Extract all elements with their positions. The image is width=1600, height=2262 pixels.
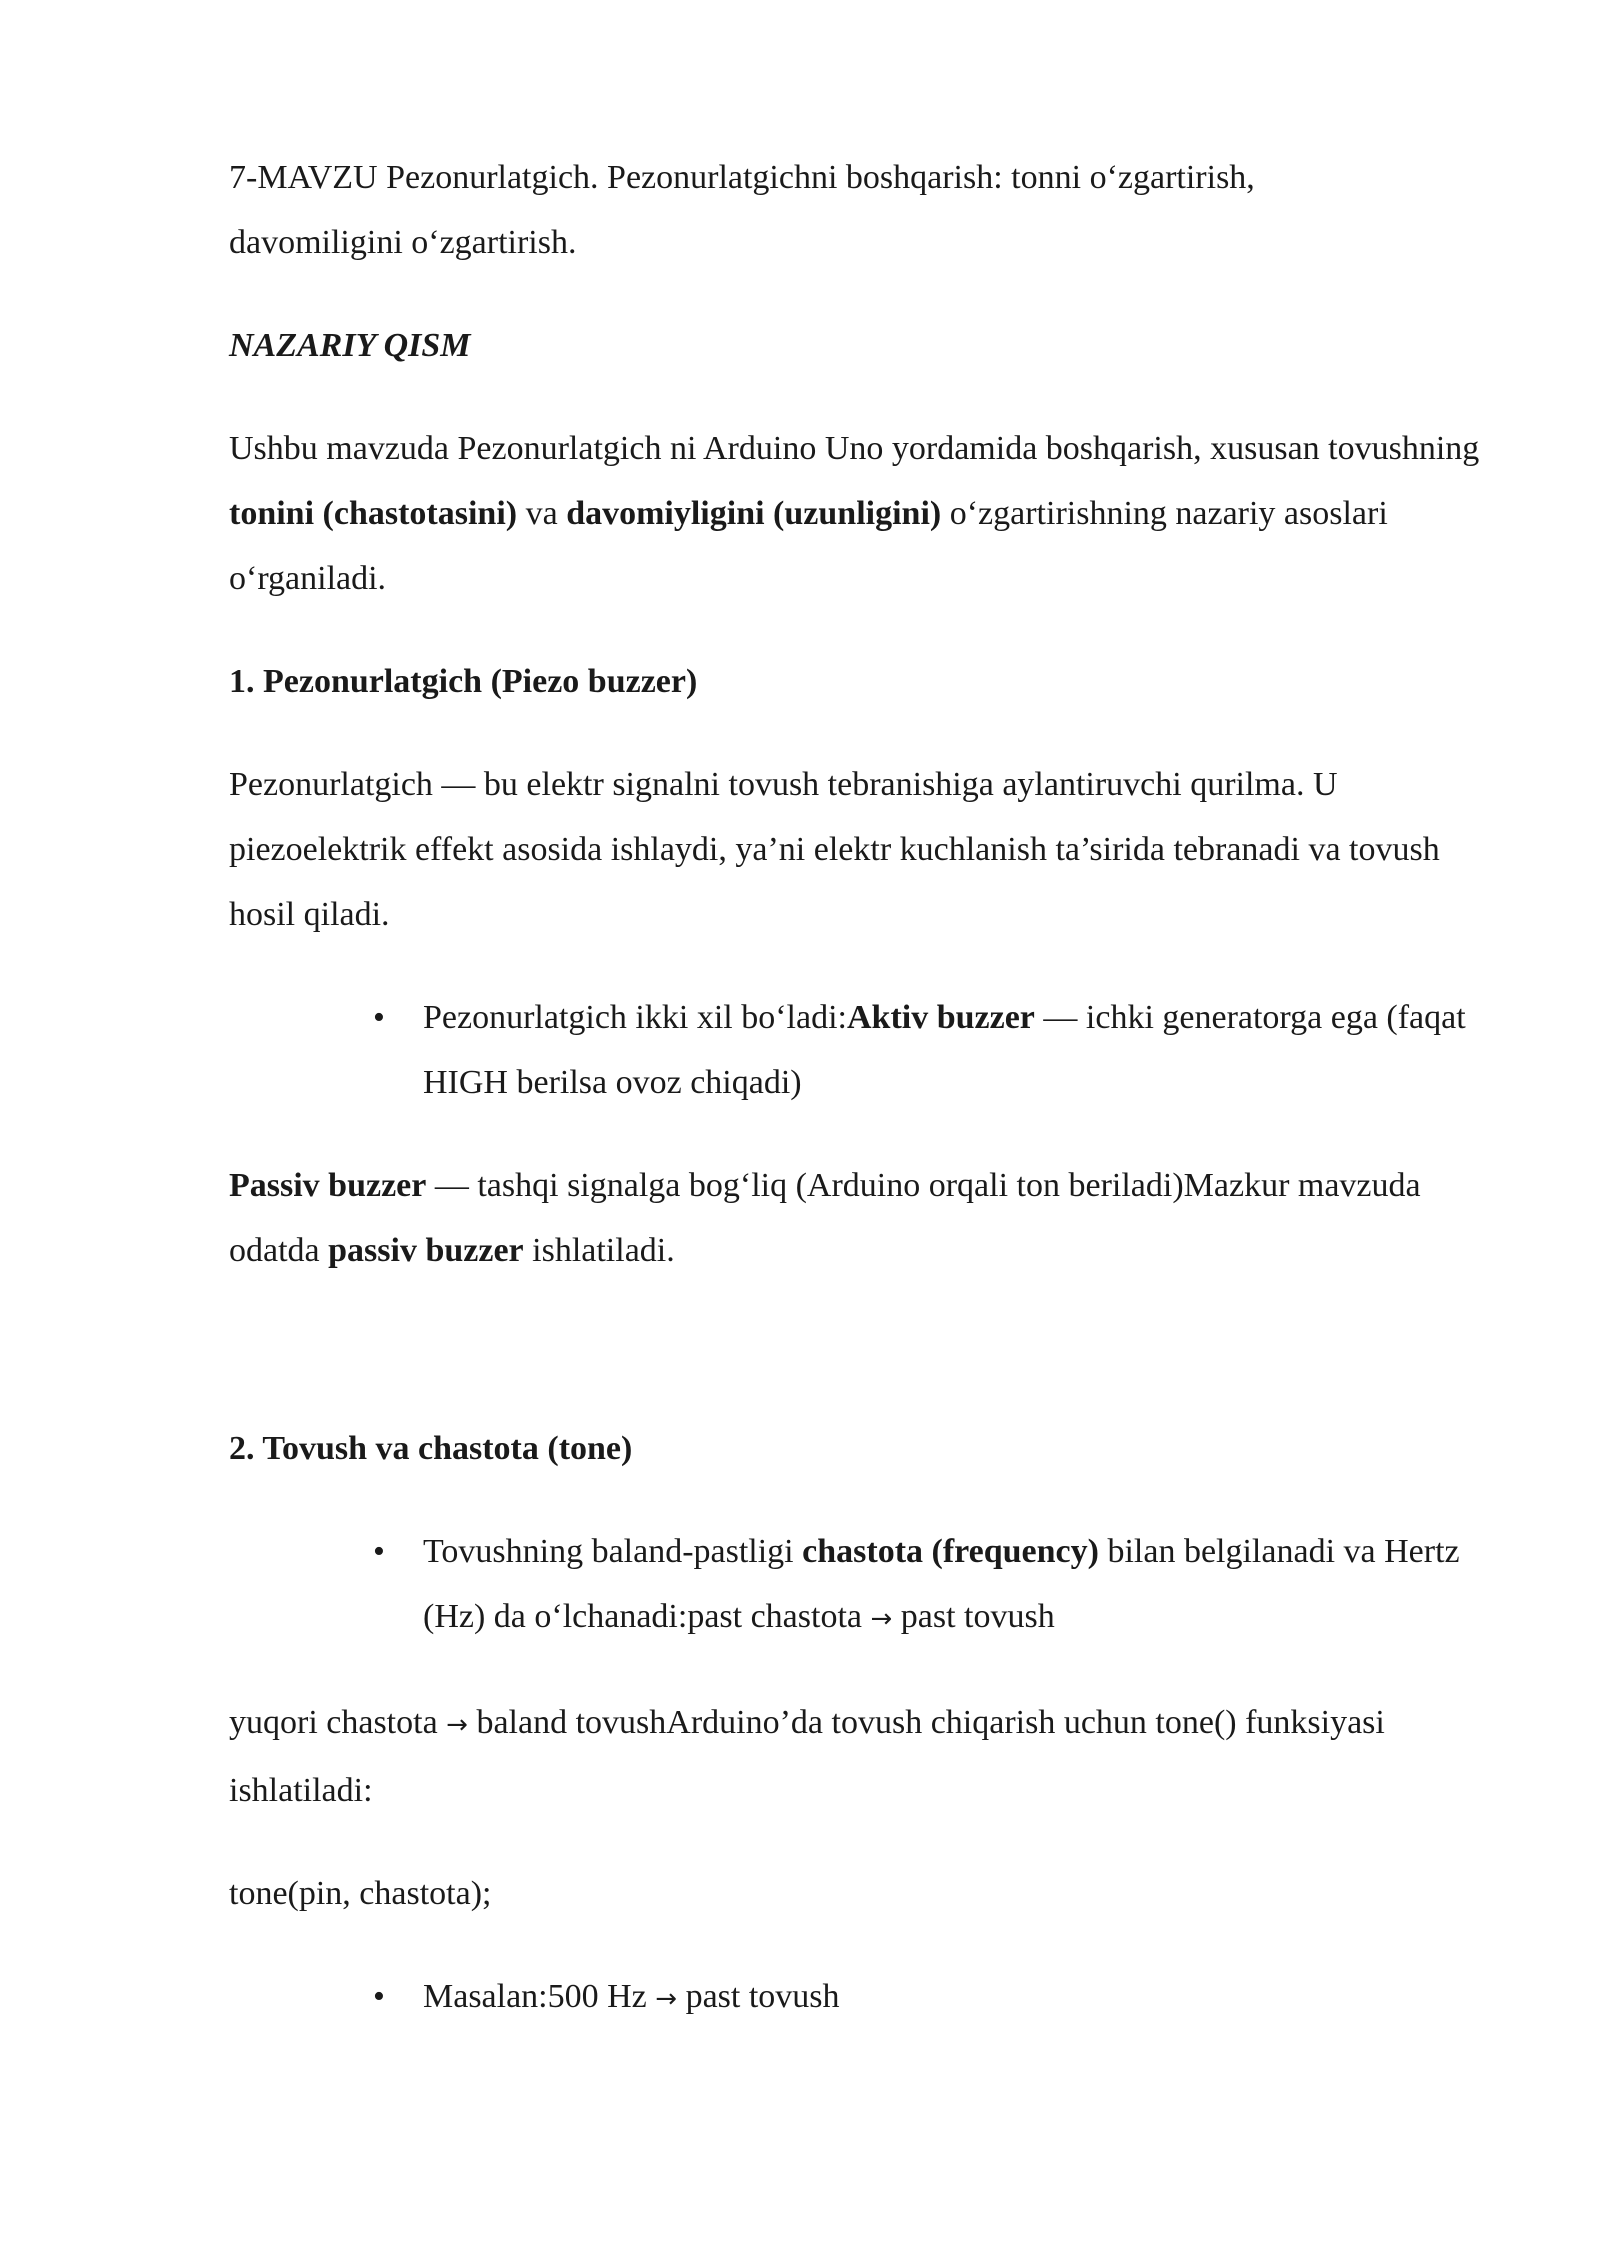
para-text-2: baland tovushArduino’da tovush chiqarish uchun tone() funksiyasi ishlatiladi: <box>229 1704 1385 1809</box>
bullet-text-2: bilan belgilanadi va Hertz (Hz) da o‘lchanadi:past chastota <box>423 1533 1460 1635</box>
bullet-bold-1: chastota (frequency) <box>802 1533 1099 1570</box>
bullet-text-2: — ichki generatorga ega (faqat HIGH berilsa ovoz chiqadi) <box>423 999 1466 1101</box>
intro-text-3: o‘zgartirishning nazariy asoslari o‘rganiladi. <box>229 495 1388 597</box>
arrow-glyph: → <box>655 1984 678 2014</box>
bullet-glyph: • <box>373 999 385 1036</box>
intro-text-2: va <box>517 495 567 532</box>
para-text-1: yuqori chastota <box>229 1704 447 1741</box>
bullet-text-1: Tovushning baland-pastligi <box>423 1533 803 1570</box>
bullet-glyph: • <box>373 1533 385 1570</box>
intro-bold-2: davomiyligini (uzunligini) <box>566 495 942 532</box>
list-item <box>229 985 1491 1115</box>
passive-text-1: — tashqi signalga bog‘liq (Arduino orqali ton beriladi)Mazkur mavzuda odatda <box>229 1167 1421 1269</box>
list-item <box>229 1964 1491 2032</box>
list-item <box>229 1519 1491 1652</box>
intro-text-1: Ushbu mavzuda Pezonurlatgich ni Arduino Uno yordamida boshqarish, xususan tovushning <box>229 430 1480 467</box>
bullet-text-3: past tovush <box>892 1598 1055 1635</box>
title-line-2: davomiligini o‘zgartirish. <box>229 224 577 261</box>
bullet-text-2: past tovush <box>677 1978 840 2015</box>
arrow-glyph: → <box>446 1710 468 1740</box>
code-line: tone(pin, chastota); <box>229 1875 492 1912</box>
bullet-text-1: Masalan:500 Hz <box>423 1978 656 2015</box>
section-1-paragraph: Pezonurlatgich — bu elektr signalni tovush tebranishiga aylantiruvchi qurilma. U piezoelektrik effekt asosida ishlaydi, ya’ni elektr kuchlanish ta’sirida tebranadi va tovush hosil qiladi. <box>229 766 1440 933</box>
section-2-heading: 2. Tovush va chastota (tone) <box>229 1430 633 1467</box>
title-line-1: 7-MAVZU Pezonurlatgich. Pezonurlatgichni boshqarish: tonni o‘zgartirish, <box>229 159 1255 196</box>
section-2-paragraph <box>229 1690 1491 1823</box>
bullet-bold-1: Aktiv buzzer <box>846 999 1035 1036</box>
bullet-glyph: • <box>373 1978 385 2015</box>
document-page <box>229 145 1491 2070</box>
bullet-text-1: Pezonurlatgich ikki xil bo‘ladi: <box>423 999 847 1036</box>
document-title <box>229 145 1491 275</box>
passive-buzzer-paragraph <box>229 1153 1491 1283</box>
blank-space <box>229 1321 1491 1416</box>
section-1-heading: 1. Pezonurlatgich (Piezo buzzer) <box>229 663 698 700</box>
passive-bold-1: Passiv buzzer <box>229 1167 427 1204</box>
passive-bold-2: passiv buzzer <box>328 1232 524 1269</box>
section-label: NAZARIY QISM <box>229 327 471 364</box>
intro-bold-1: tonini (chastotasini) <box>229 495 518 532</box>
passive-text-2: ishlatiladi. <box>523 1232 675 1269</box>
intro-paragraph <box>229 416 1491 611</box>
arrow-glyph: → <box>870 1604 893 1634</box>
